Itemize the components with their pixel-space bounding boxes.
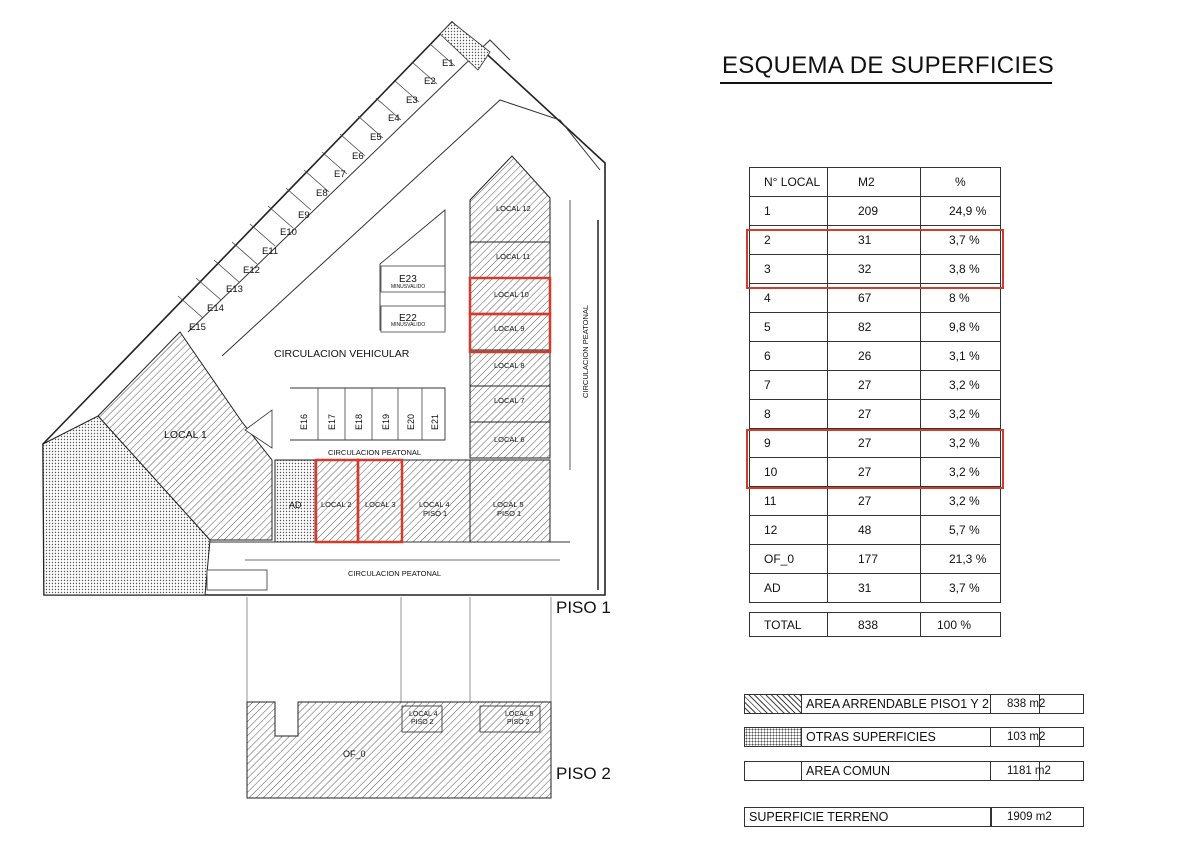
minusvalido-e23: MINUSVALIDO xyxy=(391,284,426,290)
cell-local: AD xyxy=(750,574,828,603)
cell-m2: 26 xyxy=(828,342,921,371)
stall-e17: E17 xyxy=(327,413,337,430)
cell-local: 7 xyxy=(750,371,828,400)
legend-dots-swatch xyxy=(744,727,802,747)
cell-m2: 27 xyxy=(828,400,921,429)
stall-e8: E8 xyxy=(316,188,328,199)
minusvalido-e22: MINUSVALIDO xyxy=(391,322,426,328)
total-label: TOTAL xyxy=(750,613,828,637)
local-6-label: LOCAL 6 xyxy=(494,435,525,444)
stall-e22: E22 xyxy=(399,313,417,324)
cell-m2: 177 xyxy=(828,545,921,574)
stall-e14: E14 xyxy=(207,303,224,314)
table-highlight-rows-2-3 xyxy=(746,229,1004,289)
table-row xyxy=(750,371,1001,400)
cell-m2: 31 xyxy=(828,226,921,255)
stall-e2: E2 xyxy=(424,76,436,87)
legend-arrendable-label: AREA ARRENDABLE PISO1 Y 2 xyxy=(802,694,1040,714)
stall-e19: E19 xyxy=(381,413,391,430)
stall-e13: E13 xyxy=(226,284,243,295)
piso-1-label: PISO 1 xyxy=(556,598,611,617)
table-row xyxy=(750,545,1001,574)
table-row xyxy=(750,487,1001,516)
cell-local: 8 xyxy=(750,400,828,429)
stall-e1: E1 xyxy=(442,58,454,69)
cell-percent: 8 % xyxy=(921,284,1001,313)
header-percent: % xyxy=(921,168,1001,197)
table-row xyxy=(750,342,1001,371)
cell-m2: 209 xyxy=(828,197,921,226)
cell-percent: 21,3 % xyxy=(921,545,1001,574)
cell-m2: 67 xyxy=(828,284,921,313)
stall-e10: E10 xyxy=(280,227,297,238)
piso-2-label: PISO 2 xyxy=(556,764,611,783)
local-4-sub: PISO 1 xyxy=(423,509,448,518)
local-9-label: LOCAL 9 xyxy=(494,324,525,333)
stall-e11: E11 xyxy=(262,246,279,257)
local-5-label: LOCAL 5 xyxy=(493,500,524,509)
local-7-label: LOCAL 7 xyxy=(494,396,525,405)
header-m2: M2 xyxy=(828,168,921,197)
legend-comun-value: 1181 m2 xyxy=(990,761,1084,781)
stall-e4: E4 xyxy=(388,113,400,124)
of-0-label: OF_0 xyxy=(343,749,366,759)
local-1-label: LOCAL 1 xyxy=(164,429,207,441)
table-row xyxy=(750,197,1001,226)
stall-e23: E23 xyxy=(399,274,417,285)
local-3-label: LOCAL 3 xyxy=(365,500,396,509)
legend-hatch-swatch xyxy=(744,694,802,714)
title-underline xyxy=(720,82,1052,84)
cell-percent: 5,7 % xyxy=(921,516,1001,545)
cell-m2: 82 xyxy=(828,313,921,342)
total-percent: 100 % xyxy=(921,613,1001,637)
cell-local: 6 xyxy=(750,342,828,371)
cell-m2: 48 xyxy=(828,516,921,545)
circ-peatonal-vertical-label: CIRCULACION PEATONAL xyxy=(581,304,590,398)
table-total-row xyxy=(750,613,1001,637)
cell-local: 2 xyxy=(750,226,828,255)
table-header-row xyxy=(750,168,1001,197)
local-4-p2-sub: PISO 2 xyxy=(411,719,434,726)
local-5-p2-label: LOCAL 5 xyxy=(505,711,534,718)
cell-local: 1 xyxy=(750,197,828,226)
cell-local: 9 xyxy=(750,429,828,458)
cell-percent: 3,8 % xyxy=(921,255,1001,284)
cell-m2: 32 xyxy=(828,255,921,284)
stall-e5: E5 xyxy=(370,132,382,143)
local-4-p2-label: LOCAL 4 xyxy=(409,711,438,718)
table-row xyxy=(750,313,1001,342)
header-local: N° LOCAL xyxy=(750,168,828,197)
stall-e7: E7 xyxy=(334,169,346,180)
stall-e6: E6 xyxy=(352,151,364,162)
local-8-label: LOCAL 8 xyxy=(494,361,525,370)
legend-otras-value: 103 m2 xyxy=(990,727,1084,747)
cell-percent: 3,2 % xyxy=(921,371,1001,400)
cell-m2: 27 xyxy=(828,429,921,458)
cell-local: 4 xyxy=(750,284,828,313)
local-5-p2-sub: PISO 2 xyxy=(507,719,530,726)
circ-vehicular-label: CIRCULACION VEHICULAR xyxy=(274,348,410,360)
cell-percent: 3,1 % xyxy=(921,342,1001,371)
stall-e18: E18 xyxy=(354,413,364,430)
local-11-label: LOCAL 11 xyxy=(496,252,531,261)
cell-local: 11 xyxy=(750,487,828,516)
local-12-label: LOCAL 12 xyxy=(496,204,531,213)
legend-blank-swatch xyxy=(744,761,802,781)
cell-m2: 27 xyxy=(828,487,921,516)
local-5-sub: PISO 1 xyxy=(497,509,522,518)
cell-percent: 3,2 % xyxy=(921,458,1001,487)
cell-percent: 3,2 % xyxy=(921,487,1001,516)
ad-label: AD xyxy=(289,500,302,510)
cell-local: OF_0 xyxy=(750,545,828,574)
stall-e12: E12 xyxy=(243,265,260,276)
cell-local: 10 xyxy=(750,458,828,487)
cell-m2: 31 xyxy=(828,574,921,603)
cell-m2: 27 xyxy=(828,371,921,400)
stall-e16: E16 xyxy=(299,413,309,430)
circ-peatonal-upper-label: CIRCULACION PEATONAL xyxy=(328,448,422,457)
cell-percent: 3,2 % xyxy=(921,429,1001,458)
stall-e21: E21 xyxy=(430,413,440,430)
cell-percent: 3,2 % xyxy=(921,400,1001,429)
cell-local: 12 xyxy=(750,516,828,545)
terreno-label: SUPERFICIE TERRENO xyxy=(744,807,992,827)
cell-local: 3 xyxy=(750,255,828,284)
stall-e20: E20 xyxy=(406,413,416,430)
table-highlight-rows-9-10 xyxy=(746,429,1004,489)
legend-otras-label: OTRAS SUPERFICIES xyxy=(802,727,1040,747)
table-row xyxy=(750,574,1001,603)
table-row xyxy=(750,400,1001,429)
projection-lines xyxy=(247,597,551,702)
legend-arrendable-value: 838 m2 xyxy=(990,694,1084,714)
circ-peatonal-lower-label: CIRCULACION PEATONAL xyxy=(348,569,442,578)
stall-e3: E3 xyxy=(406,95,418,106)
total-m2: 838 xyxy=(828,613,921,637)
cell-percent: 9,8 % xyxy=(921,313,1001,342)
cell-percent: 24,9 % xyxy=(921,197,1001,226)
local-2-label: LOCAL 2 xyxy=(321,500,352,509)
table-row xyxy=(750,516,1001,545)
cell-m2: 27 xyxy=(828,458,921,487)
local-10-label: LOCAL 10 xyxy=(494,290,529,299)
local-4-label: LOCAL 4 xyxy=(419,500,450,509)
cell-local: 5 xyxy=(750,313,828,342)
page-title: ESQUEMA DE SUPERFICIES xyxy=(722,52,1055,79)
cell-percent: 3,7 % xyxy=(921,574,1001,603)
terreno-value: 1909 m2 xyxy=(990,807,1084,827)
stall-e15: E15 xyxy=(189,322,206,333)
stair-box xyxy=(207,570,267,590)
legend-comun-label: AREA COMUN xyxy=(802,761,1040,781)
cell-percent: 3,7 % xyxy=(921,226,1001,255)
stall-e9: E9 xyxy=(298,210,310,221)
